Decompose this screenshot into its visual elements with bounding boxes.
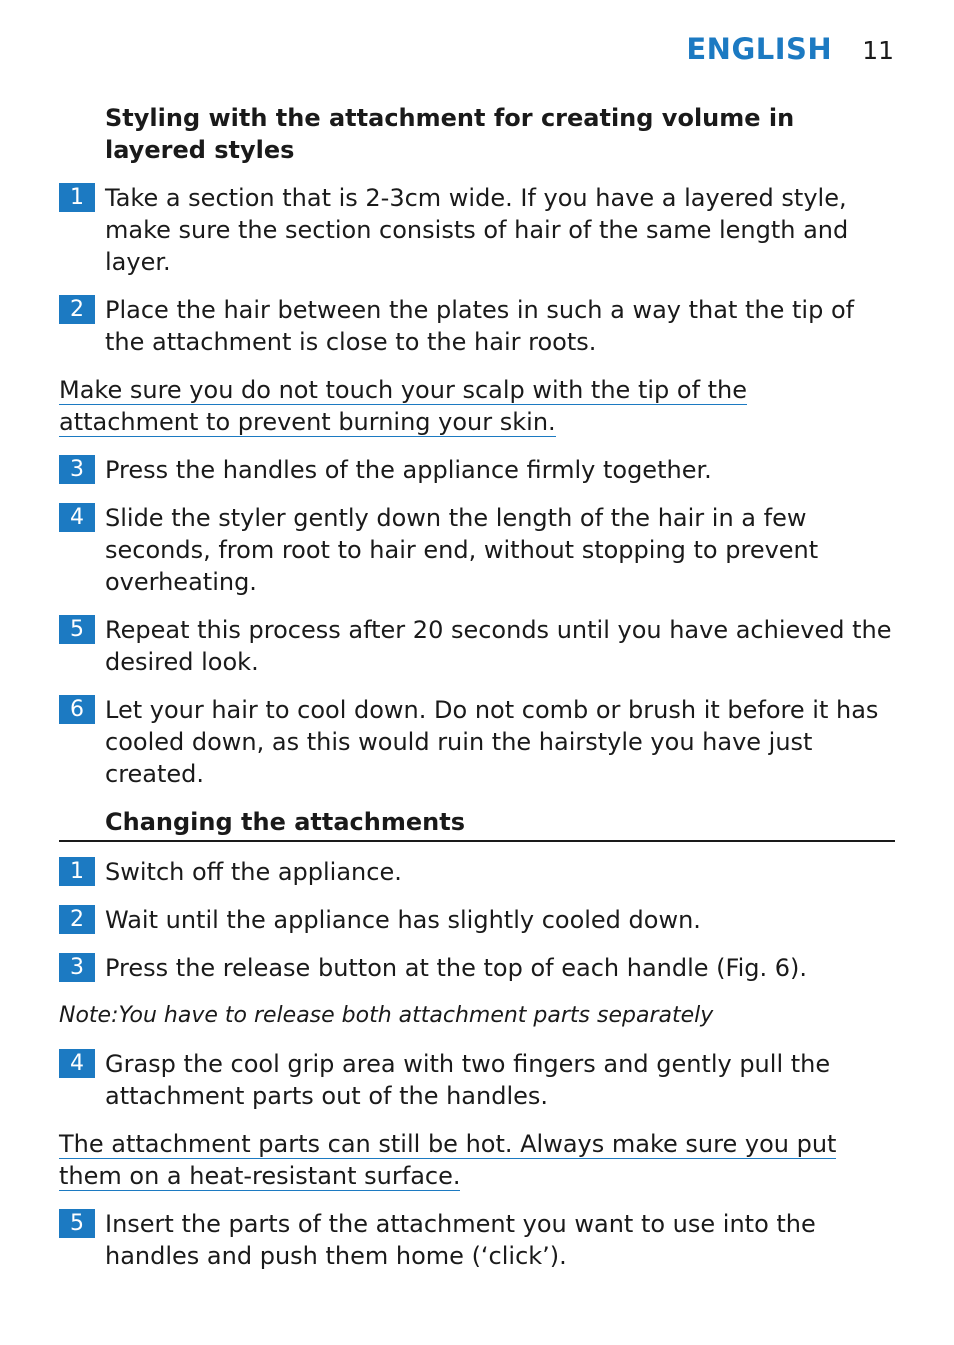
step-item xyxy=(59,694,895,790)
language-label: ENGLISH xyxy=(686,32,833,66)
step-number-badge: 3 xyxy=(59,953,95,982)
note-text: Note:You have to release both attachment parts separately xyxy=(59,1003,714,1028)
step-text: Wait until the appliance has slightly cooled down. xyxy=(105,906,701,934)
step-number-badge: 4 xyxy=(59,1049,95,1078)
step-text: Grasp the cool grip area with two fingers and gently pull the attachment parts out of the handles. xyxy=(105,1050,831,1110)
step-item xyxy=(59,1048,895,1112)
page-content xyxy=(59,102,895,1288)
step-number-badge: 5 xyxy=(59,1209,95,1238)
step-number-badge: 1 xyxy=(59,183,95,212)
step-text: Repeat this process after 20 seconds until you have achieved the desired look. xyxy=(105,616,892,676)
step-text: Take a section that is 2-3cm wide. If you have a layered style, make sure the section consists of hair of the same length and layer. xyxy=(105,184,849,276)
step-text: Press the release button at the top of each handle (Fig. 6). xyxy=(105,954,807,982)
step-item xyxy=(59,502,895,598)
step-number-badge: 3 xyxy=(59,455,95,484)
warning-text-content: The attachment parts can still be hot. Always make sure you put them on a heat-resistant surface. xyxy=(59,1130,837,1190)
step-number-badge: 1 xyxy=(59,857,95,886)
warning-text xyxy=(59,374,895,438)
step-number-badge: 6 xyxy=(59,695,95,724)
step-text: Switch off the appliance. xyxy=(105,858,402,886)
step-item xyxy=(59,856,895,888)
step-item xyxy=(59,614,895,678)
step-item xyxy=(59,904,895,936)
step-item xyxy=(59,1208,895,1272)
step-item xyxy=(59,454,895,486)
step-text: Slide the styler gently down the length of the hair in a few seconds, from root to hair end, without stopping to prevent overheating. xyxy=(105,504,819,596)
step-item xyxy=(59,294,895,358)
page-number: 11 xyxy=(862,36,894,65)
step-number-badge: 2 xyxy=(59,295,95,324)
step-text: Insert the parts of the attachment you want to use into the handles and push them home (‘click’). xyxy=(105,1210,816,1270)
warning-text xyxy=(59,1128,895,1192)
section-title-changing-attachments: Changing the attachments xyxy=(59,806,895,842)
step-item xyxy=(59,952,895,984)
step-text: Place the hair between the plates in such a way that the tip of the attachment is close to the hair roots. xyxy=(105,296,855,356)
step-number-badge: 4 xyxy=(59,503,95,532)
step-item xyxy=(59,182,895,278)
page-header xyxy=(686,32,894,66)
section-title-styling: Styling with the attachment for creating volume in layered styles xyxy=(105,104,795,164)
step-number-badge: 5 xyxy=(59,615,95,644)
step-text: Press the handles of the appliance firmly together. xyxy=(105,456,712,484)
step-text: Let your hair to cool down. Do not comb or brush it before it has cooled down, as this would ruin the hairstyle you have just created. xyxy=(105,696,879,788)
warning-text-content: Make sure you do not touch your scalp with the tip of the attachment to prevent burning your skin. xyxy=(59,376,748,436)
step-number-badge: 2 xyxy=(59,905,95,934)
